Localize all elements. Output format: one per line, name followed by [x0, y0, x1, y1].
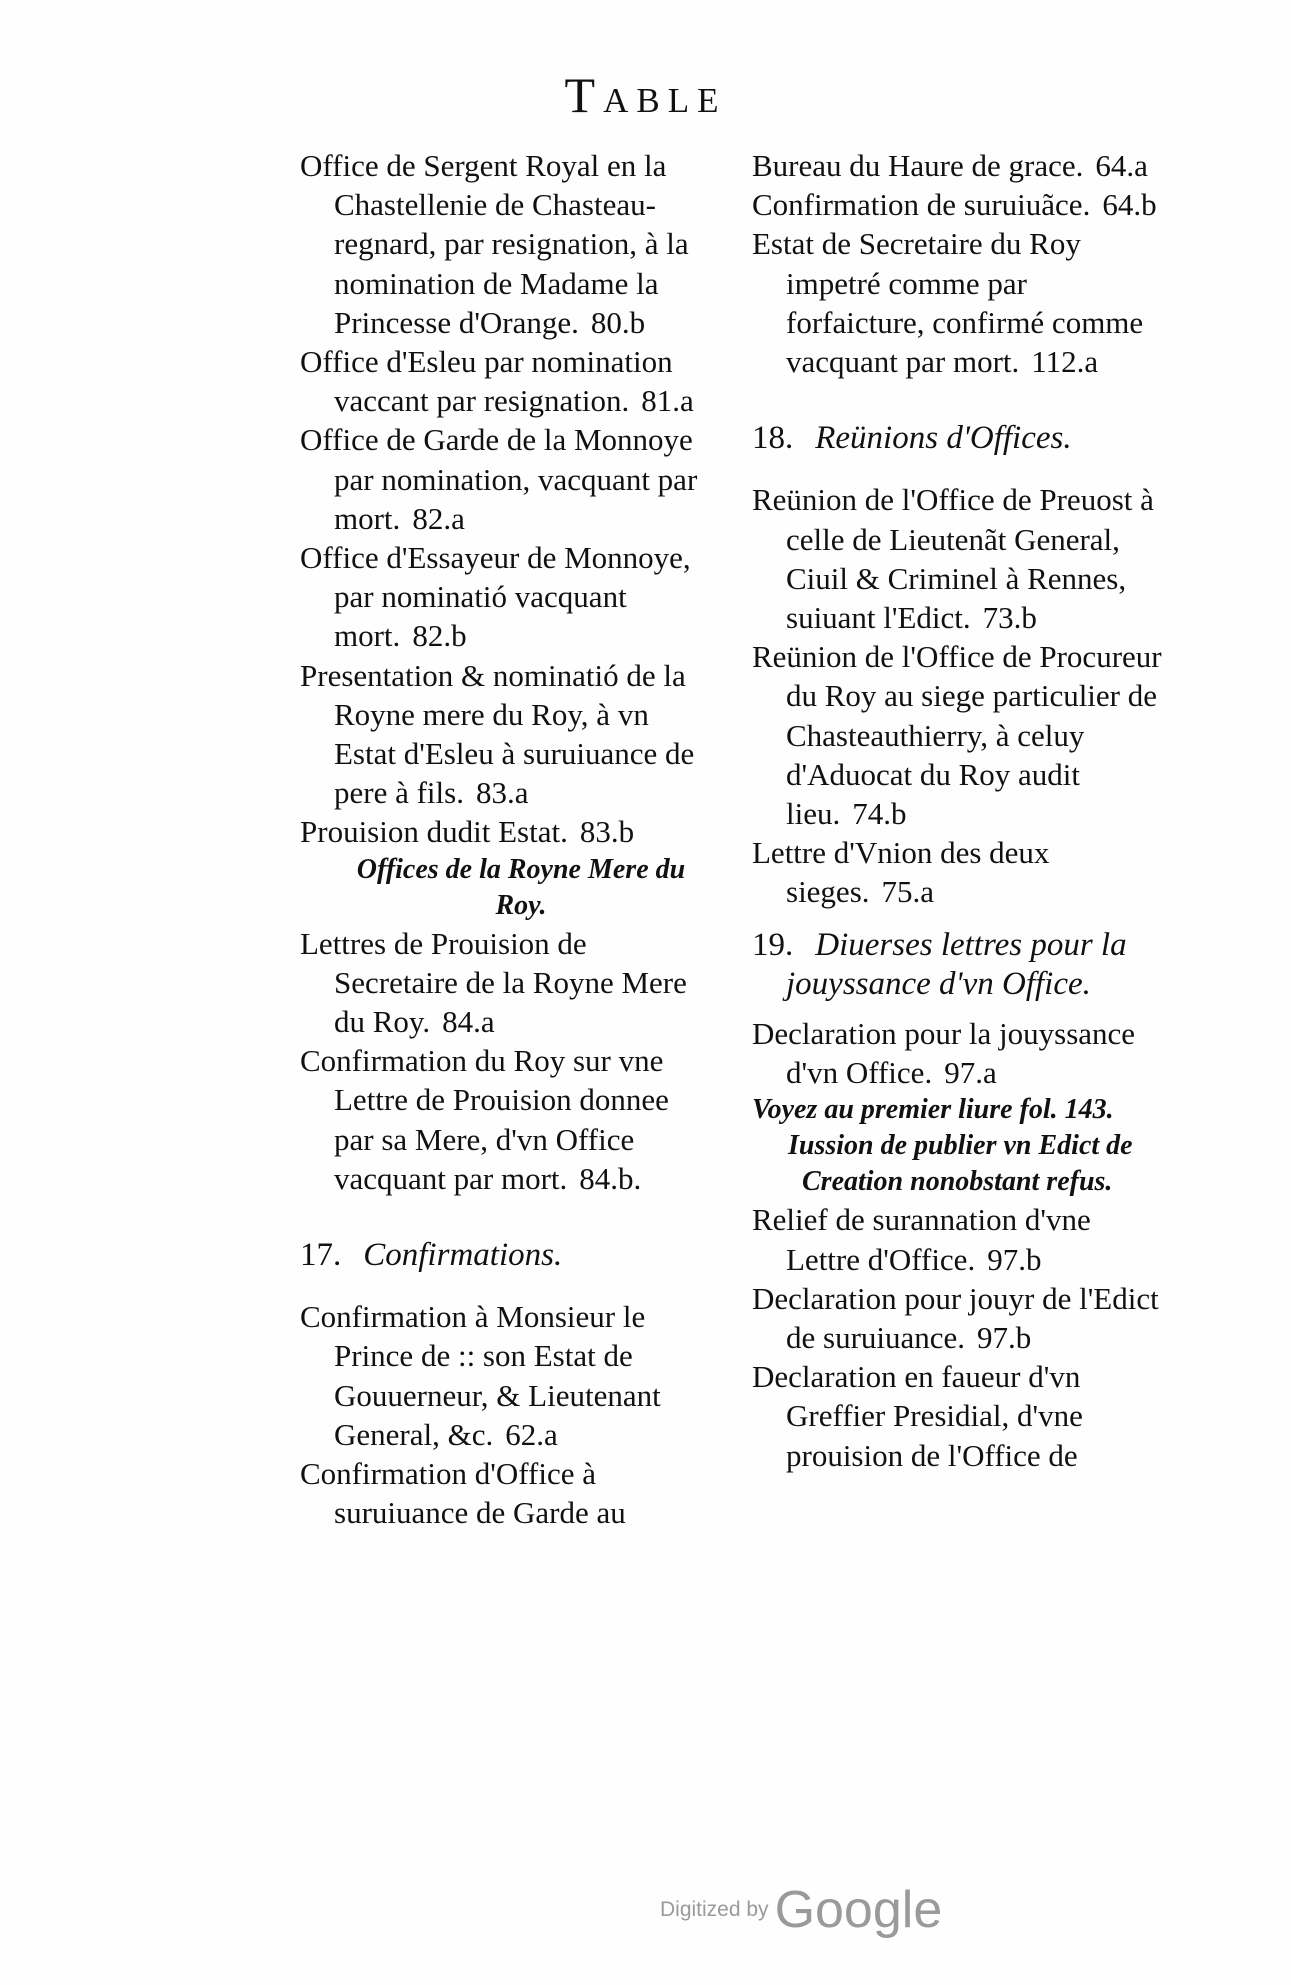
entry-text: Relief de surannation d'vne Lettre d'Office. [752, 1202, 1091, 1277]
entry-ref: 62.a [505, 1416, 558, 1452]
entry-text: Reünion de l'Office de Procureur du Roy au siege particulier de Chasteauthierry, à celuy d'Aduocat du Roy audit lieu. [752, 639, 1162, 832]
entry-ref: 64.b [1102, 187, 1157, 223]
section-heading [752, 419, 1170, 458]
index-entry [300, 924, 712, 1042]
google-logo: Google [774, 1881, 943, 1939]
entry-text: Estat de Secretaire du Roy impetré comme par forfaicture, confirmé comme vacquant par mort. [752, 226, 1144, 380]
index-entry [300, 420, 712, 538]
index-entry [752, 224, 1170, 381]
entry-ref: 84.a [442, 1004, 495, 1040]
entry-text: Office d'Esleu par nomination vaccant par resignation. [300, 344, 673, 419]
entry-ref: 82.b [412, 618, 467, 654]
entry-text: Office de Sergent Royal en la Chastellenie de Chasteau-regnard, par resignation, à la nomination de Madame la Princesse d'Orange. [300, 148, 689, 340]
entry-text: Lettre d'Vnion des deux sieges. [752, 835, 1050, 910]
entry-ref: 97.b [987, 1241, 1042, 1277]
index-entry [752, 480, 1170, 637]
index-entry [752, 185, 1170, 224]
entry-text: Presentation & nominatió de la Royne mere du Roy, à vn Estat d'Esleu à suruiuance de pere à fils. [300, 657, 695, 811]
entry-ref: 81.a [641, 383, 694, 419]
page-title: Table [564, 67, 727, 123]
entry-text: Declaration pour jouyr de l'Edict de suruiuance. [752, 1280, 1159, 1356]
entry-ref: 97.a [944, 1055, 997, 1091]
entry-text: Office de Garde de la Monnoye par nomination, vacquant par mort. [300, 422, 698, 536]
section-heading [300, 1236, 712, 1275]
digitized-watermark [660, 1880, 942, 1940]
index-entry [752, 1279, 1170, 1357]
entry-text: Confirmation du Roy sur vne Lettre de Prouision donnee par sa Mere, d'vn Office vacquant par mort. [300, 1043, 669, 1196]
entry-text: Prouision dudit Estat. [300, 814, 568, 850]
index-entry [300, 538, 712, 656]
entry-ref: 64.a [1095, 148, 1148, 183]
entry-ref: 83.a [475, 775, 529, 811]
entry-ref: 73.b [982, 600, 1037, 636]
section-number: 17. [300, 1237, 342, 1274]
entry-text: Reünion de l'Office de Preuost à celle de Lieutenãt General, Ciuil & Criminel à Rennes, suiuant l'Edict. [752, 482, 1154, 636]
entry-text: Confirmation d'Office à suruiuance de Garde au [300, 1456, 626, 1531]
index-entry [752, 1014, 1170, 1092]
index-entry [300, 1454, 712, 1532]
index-entry [752, 1200, 1170, 1278]
entry-ref: 83.b [579, 814, 635, 850]
entry-ref: 82.a [412, 500, 465, 536]
entry-ref: 75.a [881, 874, 935, 910]
section-label: Confirmations. [363, 1237, 563, 1274]
entry-ref: 97.b [977, 1320, 1032, 1356]
section-label: Diuerses lettres pour la jouyssance d'vn Office. [786, 926, 1127, 1002]
entry-ref: 74.b [852, 796, 907, 832]
section-heading [752, 926, 1170, 1004]
index-entry [300, 1297, 712, 1454]
cross-reference-note: Iussion de publier vn Edict de Creation nonobstant refus. [788, 1130, 1133, 1198]
index-entry [752, 1357, 1170, 1475]
index-entry [300, 812, 712, 851]
section-label: Reünions d'Offices. [815, 420, 1072, 457]
entry-text: Lettres de Prouision de Secretaire de la Royne Mere du Roy. [300, 925, 687, 1040]
entry-text: Confirmation de suruiuãce. [752, 187, 1091, 223]
entry-ref: 84.b. [579, 1160, 642, 1196]
index-entry [752, 637, 1170, 833]
entry-text: Confirmation à Monsieur le Prince de :: son Estat de Gouuerneur, & Lieutenant General, &c. [300, 1299, 661, 1452]
entry-ref: 112.a [1031, 344, 1099, 380]
index-entry [752, 833, 1170, 911]
cross-reference-note: Voyez au premier liure fol. 143. [752, 1094, 1114, 1126]
entry-text: Declaration en faueur d'vn Greffier Presidial, d'vne prouision de l'Office de [752, 1359, 1083, 1473]
entry-text: Bureau du Haure de grace. [752, 148, 1084, 183]
index-entry [752, 146, 1170, 185]
index-entry [300, 146, 712, 342]
entry-ref: 80.b [590, 304, 646, 340]
section-number: 19. [752, 926, 794, 963]
right-column [752, 146, 1170, 1475]
digitized-label: Digitized by [660, 1898, 769, 1921]
entry-text: Declaration pour la jouyssance d'vn Office. [752, 1016, 1136, 1091]
index-entry [300, 1041, 712, 1198]
index-entry [300, 342, 712, 420]
index-entry [300, 656, 712, 813]
entry-text: Office d'Essayeur de Monnoye, par nominatió vacquant mort. [300, 540, 691, 654]
subsection-heading: Offices de la Royne Mere du Roy. [356, 853, 686, 921]
section-number: 18. [752, 420, 794, 457]
left-column [300, 146, 712, 1533]
